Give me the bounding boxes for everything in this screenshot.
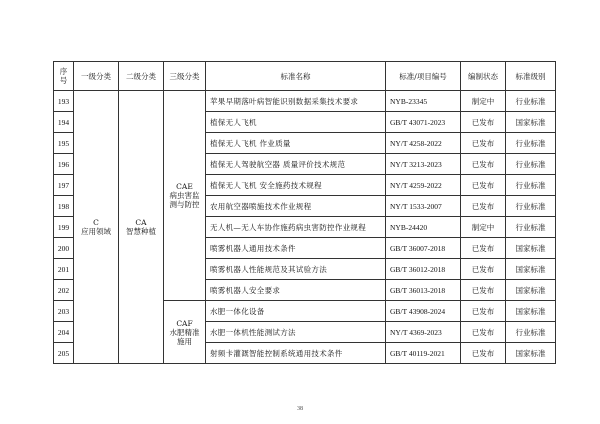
row-status: 已发布 (461, 343, 506, 364)
header-name: 标准名称 (206, 62, 386, 91)
row-name: 苹果早期落叶病智能识别数据采集技术要求 (206, 91, 386, 112)
row-status: 已发布 (461, 175, 506, 196)
row-status: 制定中 (461, 217, 506, 238)
row-code: GB/T 43908-2024 (386, 301, 461, 322)
header-seq: 序 号 (54, 62, 74, 91)
header-level2: 二级分类 (119, 62, 164, 91)
row-grade: 行业标准 (506, 175, 556, 196)
level1-cell: C 应用领域 (74, 91, 119, 364)
table-row (54, 91, 556, 112)
row-grade: 国家标准 (506, 280, 556, 301)
level3-cell-cae: CAE 病虫害监 测与防控 (164, 91, 206, 301)
row-name: 喷雾机器人通用技术条件 (206, 238, 386, 259)
row-status: 已发布 (461, 259, 506, 280)
row-name: 植保无人驾驶航空器 质量评价技术规范 (206, 154, 386, 175)
row-seq: 198 (54, 196, 74, 217)
row-grade: 国家标准 (506, 343, 556, 364)
row-code: NY/T 1533-2007 (386, 196, 461, 217)
row-grade: 行业标准 (506, 217, 556, 238)
row-status: 已发布 (461, 301, 506, 322)
row-grade: 行业标准 (506, 322, 556, 343)
level3-cell-caf: CAF 水肥精准 施用 (164, 301, 206, 364)
row-seq: 197 (54, 175, 74, 196)
row-status: 已发布 (461, 154, 506, 175)
row-seq: 202 (54, 280, 74, 301)
header-level3: 三级分类 (164, 62, 206, 91)
row-grade: 行业标准 (506, 133, 556, 154)
row-status: 已发布 (461, 112, 506, 133)
row-grade: 国家标准 (506, 301, 556, 322)
row-code: NYB-24420 (386, 217, 461, 238)
row-name: 无人机—无人车协作施药病虫害防控作业规程 (206, 217, 386, 238)
row-code: GB/T 40119-2021 (386, 343, 461, 364)
row-name: 植保无人飞机 (206, 112, 386, 133)
row-seq: 194 (54, 112, 74, 133)
row-code: NY/T 4259-2022 (386, 175, 461, 196)
row-status: 已发布 (461, 280, 506, 301)
row-status: 已发布 (461, 133, 506, 154)
row-name: 射频卡灌溉智能控制系统通用技术条件 (206, 343, 386, 364)
row-grade: 国家标准 (506, 238, 556, 259)
row-grade: 行业标准 (506, 154, 556, 175)
row-name: 植保无人飞机 安全施药技术规程 (206, 175, 386, 196)
row-seq: 199 (54, 217, 74, 238)
row-seq: 203 (54, 301, 74, 322)
row-grade: 国家标准 (506, 259, 556, 280)
row-grade: 行业标准 (506, 196, 556, 217)
row-status: 制定中 (461, 91, 506, 112)
row-seq: 201 (54, 259, 74, 280)
row-name: 水肥一体化设备 (206, 301, 386, 322)
row-code: GB/T 36013-2018 (386, 280, 461, 301)
row-name: 农用航空器喷施技术作业规程 (206, 196, 386, 217)
page-number: 38 (297, 406, 303, 412)
header-grade: 标准级别 (506, 62, 556, 91)
row-code: NYB-23345 (386, 91, 461, 112)
header-status: 编制状态 (461, 62, 506, 91)
row-grade: 国家标准 (506, 112, 556, 133)
header-row (54, 62, 556, 91)
row-name: 水肥一体机性能测试方法 (206, 322, 386, 343)
row-status: 已发布 (461, 322, 506, 343)
row-status: 已发布 (461, 238, 506, 259)
row-status: 已发布 (461, 196, 506, 217)
header-level1: 一级分类 (74, 62, 119, 91)
standards-table (53, 61, 556, 364)
row-code: NY/T 4369-2023 (386, 322, 461, 343)
row-seq: 193 (54, 91, 74, 112)
row-seq: 196 (54, 154, 74, 175)
header-code: 标准/项目编号 (386, 62, 461, 91)
row-code: GB/T 36007-2018 (386, 238, 461, 259)
row-code: NY/T 4258-2022 (386, 133, 461, 154)
row-code: GB/T 43071-2023 (386, 112, 461, 133)
level2-cell: CA 智慧种植 (119, 91, 164, 364)
row-name: 喷雾机器人性能规范及其试验方法 (206, 259, 386, 280)
row-code: NY/T 3213-2023 (386, 154, 461, 175)
row-name: 植保无人飞机 作业质量 (206, 133, 386, 154)
row-code: GB/T 36012-2018 (386, 259, 461, 280)
row-seq: 205 (54, 343, 74, 364)
row-seq: 204 (54, 322, 74, 343)
row-name: 喷雾机器人安全要求 (206, 280, 386, 301)
row-seq: 195 (54, 133, 74, 154)
row-grade: 行业标准 (506, 91, 556, 112)
row-seq: 200 (54, 238, 74, 259)
